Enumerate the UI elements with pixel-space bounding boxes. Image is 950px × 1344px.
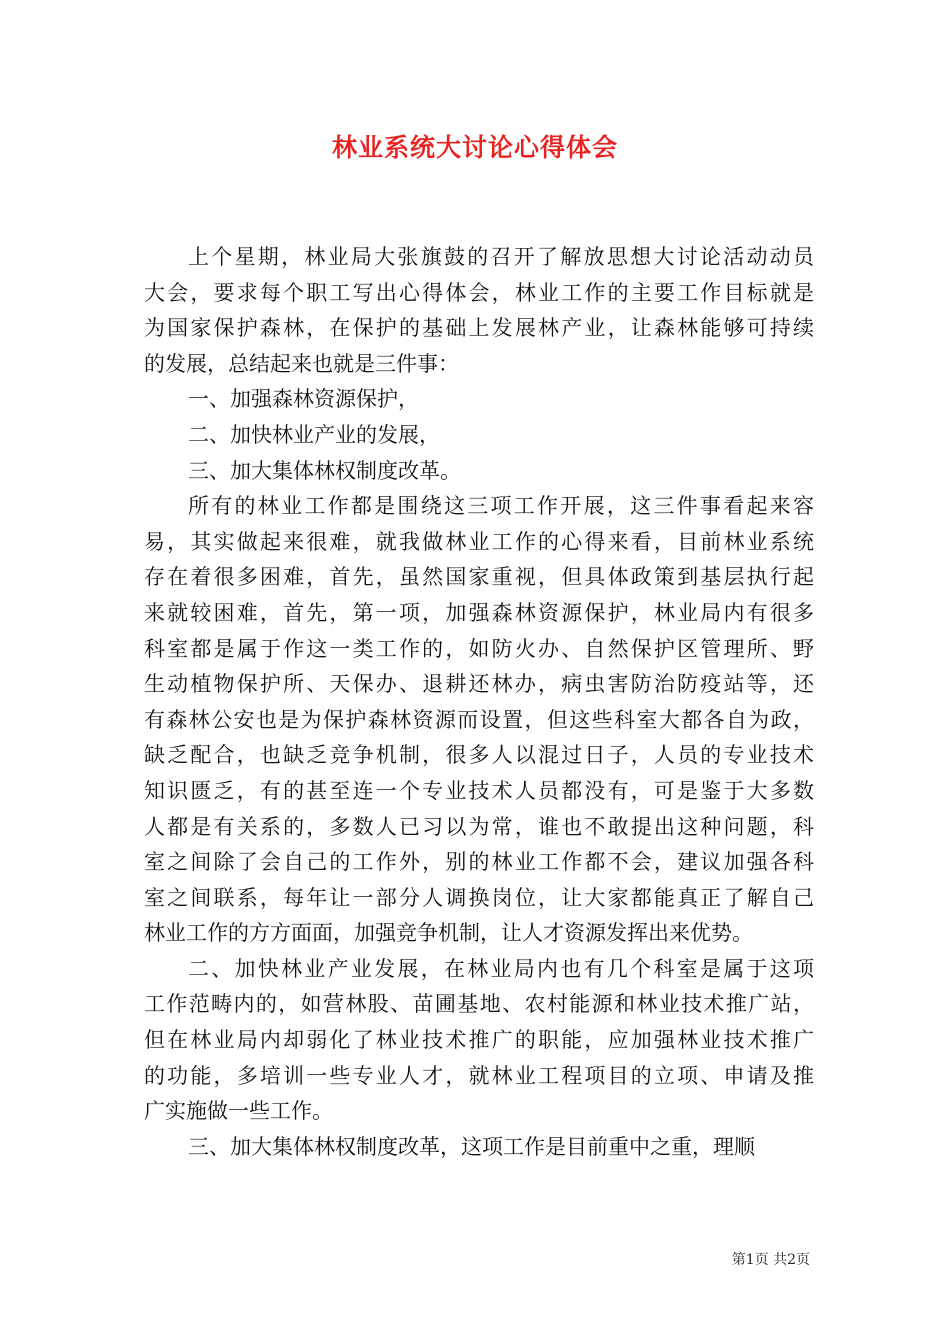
paragraph-line: 的功能，多培训一些专业人才，就林业工程项目的立项、申请及推 (144, 1063, 814, 1088)
paragraph-line: 存在着很多困难，首先，虽然国家重视，但具体政策到基层执行起 (144, 565, 814, 590)
paragraph-line: 生动植物保护所、天保办、退耕还林办，病虫害防治防疫站等，还 (144, 672, 814, 697)
document-title: 林业系统大讨论心得体会 (331, 133, 618, 162)
paragraph-line: 工作范畴内的，如营林股、苗圃基地、农村能源和林业技术推广站， (144, 992, 814, 1017)
paragraph-line: 大会，要求每个职工写出心得体会，林业工作的主要工作目标就是 (144, 280, 814, 305)
paragraph-line: 知识匮乏，有的甚至连一个专业技术人员都没有，可是鉴于大多数 (144, 778, 814, 803)
paragraph-line: 广实施做一些工作。 (144, 1099, 333, 1124)
paragraph-line: 的发展，总结起来也就是三件事： (144, 351, 459, 376)
paragraph-line: 林业工作的方方面面，加强竞争机制，让人才资源发挥出来优势。 (144, 921, 753, 946)
document-body (144, 240, 814, 1165)
paragraph-line: 二、加快林业产业的发展， (188, 422, 440, 447)
paragraph-line: 但在林业局内却弱化了林业技术推广的职能，应加强林业技术推广 (144, 1028, 814, 1053)
paragraph-line: 缺乏配合，也缺乏竞争机制，很多人以混过日子，人员的专业技术 (144, 743, 814, 768)
paragraph-line: 三、加大集体林权制度改革，这项工作是目前重中之重，理顺 (188, 1134, 755, 1159)
paragraph-line: 上个星期，林业局大张旗鼓的召开了解放思想大讨论活动动员 (188, 245, 814, 269)
paragraph-line: 为国家保护森林，在保护的基础上发展林产业，让森林能够可持续 (144, 316, 814, 341)
paragraph-line: 三、加大集体林权制度改革。 (188, 458, 461, 483)
paragraph-line: 二、加快林业产业发展，在林业局内也有几个科室是属于这项 (188, 956, 814, 981)
paragraph-line: 科室都是属于作这一类工作的，如防火办、自然保护区管理所、野 (144, 636, 814, 661)
paragraph-line: 室之间除了会自己的工作外，别的林业工作都不会，建议加强各科 (144, 850, 814, 875)
paragraph-line: 易，其实做起来很难，就我做林业工作的心得来看，目前林业系统 (144, 529, 814, 554)
paragraph-line: 一、加强森林资源保护， (188, 387, 419, 412)
paragraph-line: 来就较困难，首先，第一项，加强森林资源保护，林业局内有很多 (144, 600, 814, 625)
paragraph-line: 所有的林业工作都是围绕这三项工作开展，这三件事看起来容 (188, 494, 814, 519)
paragraph-line: 有森林公安也是为保护森林资源而设置，但这些科室大都各自为政， (144, 707, 814, 732)
paragraph-line: 人都是有关系的，多数人已习以为常，谁也不敢提出这种问题，科 (144, 814, 814, 839)
page-footer: 第1页 共2页 (731, 1252, 810, 1268)
paragraph-line: 室之间联系，每年让一部分人调换岗位，让大家都能真正了解自己 (144, 885, 814, 910)
